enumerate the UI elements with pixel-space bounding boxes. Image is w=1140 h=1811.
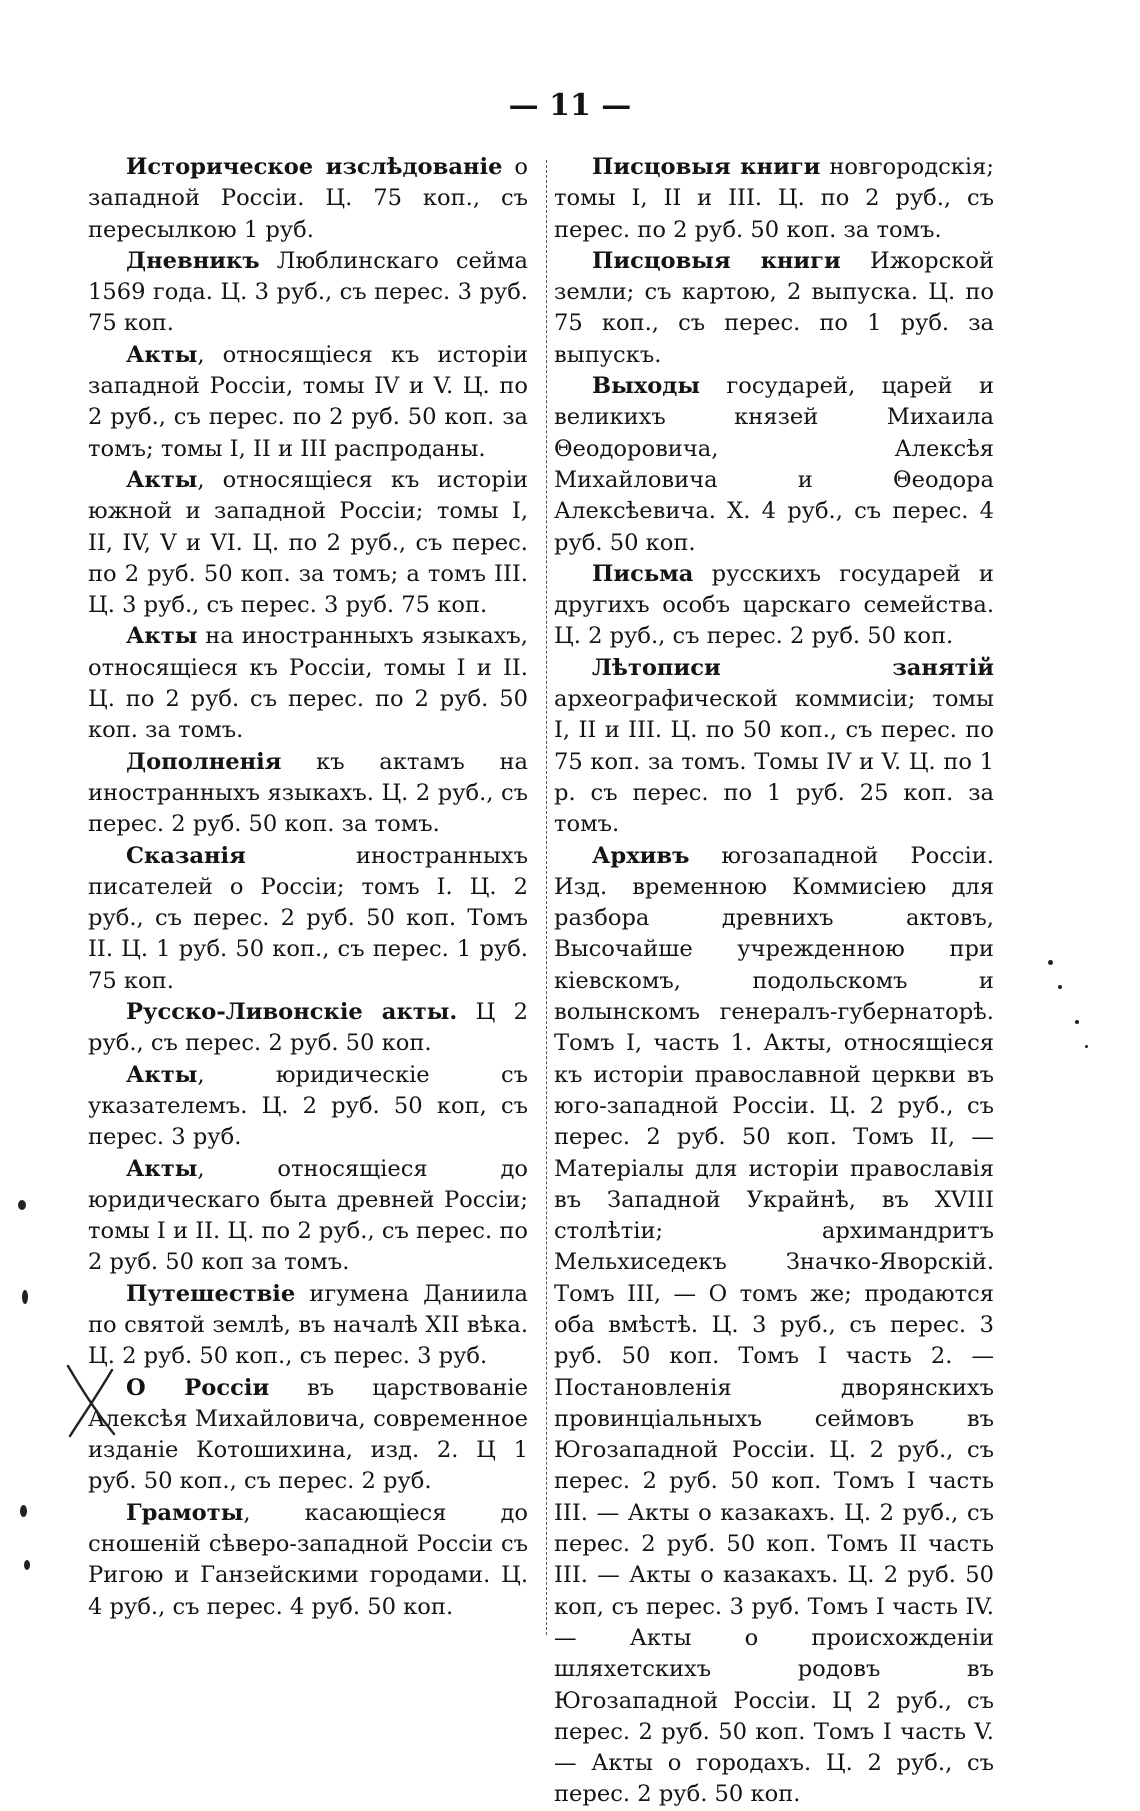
entry-text: , юридическiе съ указателемъ. Ц. 2 руб. 50 коп, съ перес. 3 руб. [88,1061,528,1151]
catalog-entry [88,997,528,1060]
entry-text: къ актамъ на иностранныхъ языкахъ. Ц. 2 руб., съ перес. 2 руб. 50 коп. за томъ. [88,748,528,838]
entry-text: Люблинскаго сейма 1569 года. Ц. 3 руб., съ перес. 3 руб. 75 коп. [88,247,528,337]
catalog-entry [88,1060,528,1154]
entry-title: Акты [126,1155,198,1182]
catalog-entry [88,340,528,465]
entry-title: Путешествiе [126,1280,296,1307]
entry-title: Акты [126,623,198,650]
catalog-entry [88,1154,528,1279]
scan-speck [1058,985,1062,989]
entry-title: Акты [126,466,198,493]
scan-speck [1075,1020,1079,1024]
page-number: — 11 — [508,88,632,123]
entry-title: Грамоты [126,1499,244,1526]
catalog-entry [88,747,528,841]
scan-speck [18,1200,26,1210]
entry-text: въ царствованiе Алексѣя Михайловича, современное изданiе Котошихина, изд. 2. Ц 1 руб. 50 коп., съ перес. 2 руб. [88,1374,528,1495]
entry-text: новгородскiя; томы I, II и III. Ц. по 2 руб., съ перес. по 2 руб. 50 коп. за томъ. [554,154,994,243]
right-column [554,152,994,1811]
scan-speck [1085,1045,1088,1048]
entry-text: югозападной Россiи. Изд. временною Коммисiею для разбора древнихъ актовъ, Высочайше учрежденною при кiевскомъ, подольскомъ и волынскомъ генералъ-губернаторѣ. Томъ I, часть 1. Акты, относящiеся къ исторiи православной церкви въ юго-западной Россiи. Ц. 2 руб., съ перес. 2 руб. 50 коп. Томъ II, — Матерiалы для исторiи православiя въ Западной Украйнѣ, въ XVIII столѣтiи; архимандритъ Мельхиседекъ Значко-Яворскiй. Томъ III, — О томъ же; продаются оба вмѣстѣ. Ц. 3 руб., съ перес. 3 руб. 50 коп. Томъ I часть 2. — Постановленiя дворянскихъ провинцiальныхъ сеймовъ въ Югозападной Россiи. Ц. 2 руб., съ перес. 2 руб. 50 коп. Томъ I часть III. — Акты о казакахъ. Ц. 2 руб., съ перес. 2 руб. 50 коп. Томъ II часть III. — Акты о казакахъ. Ц. 2 руб. 50 коп, съ перес. 3 руб. Томъ I часть IV. — Акты о происхожденiи шляхетскихъ родовъ въ Югозападной Россiи. Ц 2 руб., съ перес. 2 руб. 50 коп. Томъ I часть V. — Акты о городахъ. Ц. 2 руб., съ перес. 2 руб. 50 коп. [554,842,994,1808]
catalog-entry [554,152,994,246]
entry-title: Дополненiя [126,748,282,775]
entry-title: Сказанiя [126,842,246,869]
entry-title: Писцовыя книги [592,247,841,274]
entry-text: на иностранныхъ языкахъ, относящiеся къ Россiи, томы I и II. Ц. по 2 руб. съ перес. по 2 руб. 50 коп. за томъ. [88,623,528,744]
entry-title: О Россiи [126,1374,270,1401]
entry-text: о западной Россiи. Ц. 75 коп., съ пересылкою 1 руб. [88,154,528,243]
entry-title: Писцовыя книги [592,154,821,180]
entry-title: Дневникъ [126,247,260,274]
entry-text: игумена Даниила по святой землѣ, въ началѣ XII вѣка. Ц. 2 руб. 50 коп., съ перес. 3 руб. [88,1280,528,1370]
entry-text: археографической коммисiи; томы I, II и III. Ц. по 50 коп., съ перес. по 75 коп. за томъ. Томы IV и V. Ц. по 1 р. съ перес. по 1 руб. 25 коп. за томъ. [554,686,994,838]
entry-title: Русско-Ливонскiе акты. [126,999,458,1026]
entry-text: государей, царей и великихъ князей Михаила Θеодоровича, Алексѣя Михайловича и Θеодора Алексѣевича. Х. 4 руб., съ перес. 4 руб. 50 коп. [554,373,994,556]
entry-title: Лѣтописи занятiй [592,654,994,681]
catalog-entry [554,653,994,841]
entry-text: Ц 2 руб., съ перес. 2 руб. 50 коп. [88,999,528,1057]
entry-text: , относящiеся до юридическаго быта древней Россiи; томы I и II. Ц. по 2 руб., съ перес. по 2 руб. 50 коп за томъ. [88,1155,528,1276]
entry-title: Письма [592,560,694,587]
column-divider [546,160,547,1635]
entry-title: Акты [126,341,198,368]
entry-title: Историческое изслѣдованiе [126,154,503,180]
entry-title: Архивъ [592,842,690,869]
scan-speck [20,1505,27,1517]
scan-speck [24,1560,30,1570]
scan-speck [22,1290,28,1304]
catalog-entry [554,246,994,371]
entry-title: Акты [126,1061,198,1088]
scan-speck [1048,960,1053,965]
catalog-entry [88,152,528,246]
entry-text: , относящiеся къ исторiи западной Россiи, томы IV и V. Ц. по 2 руб., съ перес. по 2 руб. 50 коп. за томъ; томы I, II и III распроданы. [88,341,528,462]
catalog-entry [88,621,528,746]
catalog-entry [88,246,528,340]
catalog-entry [88,465,528,621]
entry-text: , касающiеся до сношенiй сѣверо-западной Россiи съ Ригою и Ганзейскими городами. Ц. 4 руб., съ перес. 4 руб. 50 коп. [88,1499,528,1620]
entry-text: иностранныхъ писателей о Россiи; томъ I. Ц. 2 руб., съ перес. 2 руб. 50 коп. Томъ II. Ц. 1 руб. 50 коп., съ перес. 1 руб. 75 коп. [88,842,528,994]
catalog-entry [88,1373,528,1498]
entry-text: Ижорской земли; съ картою, 2 выпуска. Ц. по 75 коп., съ перес. по 1 руб. за выпускъ. [554,247,994,368]
catalog-entry [554,559,994,653]
handwritten-cross-mark [62,1360,120,1440]
left-column [88,152,528,1623]
catalog-entry [554,841,994,1811]
catalog-entry [554,371,994,559]
entry-text: русскихъ государей и другихъ особъ царскаго семейства. Ц. 2 руб., съ перес. 2 руб. 50 коп. [554,560,994,650]
entry-title: Выходы [592,373,700,400]
catalog-entry [88,1498,528,1623]
entry-text: , относящiеся къ исторiи южной и западной Россiи; томы I, II, IV, V и VI. Ц. по 2 руб., съ перес. по 2 руб. 50 коп. за томъ; а томъ III. Ц. 3 руб., съ перес. 3 руб. 75 коп. [88,466,528,619]
catalog-entry [88,1279,528,1373]
catalog-entry [88,841,528,997]
